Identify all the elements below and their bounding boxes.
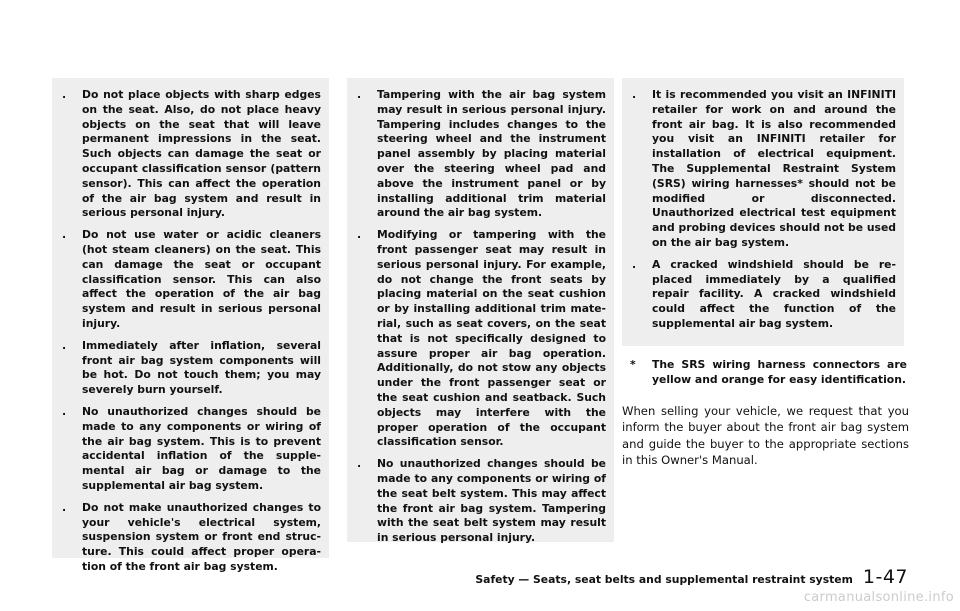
footer-section-title: Safety — Seats, seat belts and supplemental restraint system (475, 573, 853, 586)
list-item: . Do not make unauthorized changes to your vehicle's electrical system, suspension system or front end structure. This could affect proper operation of the front air bag system. (62, 500, 321, 573)
page-number: 1-47 (862, 566, 908, 588)
list-item: . Do not use water or acidic cleaners (hot steam cleaners) on the seat. This can damage the seat or occupant classification sensor. This can also affect the operation of the air bag system and result in serious personal injury. (62, 228, 321, 330)
warning-panel-left (52, 78, 329, 573)
footnote (622, 357, 907, 387)
list-item: . Do not place objects with sharp edges on the seat. Also, do not place heavy objects on the seat that will leave permanent impressions in the seat. Such objects can damage the seat or occupant classification sensor (pattern sensor). This can affect the operation of the air bag system and result in serious personal injury. (62, 88, 321, 220)
warning-panel-right (622, 78, 904, 346)
warning-panel-middle (347, 78, 614, 545)
list-item: . It is recommended you visit an INFINITI retailer for work on and around the front air bag. It is also recommended you visit an INFINITI retailer for installation of electrical equipment. The Supplemental Restraint System (SRS) wiring harnesses* should not be modified or disconnected. Unauthorized electrical test equipment and probing devices should not be used on the air bag system. (632, 88, 896, 249)
footnote-text: The SRS wiring harness connectors are yellow and orange for easy identification. (652, 358, 907, 386)
footnote-mark: * (630, 358, 636, 371)
list-item: . No unauthorized changes should be made to any components or wiring of the seat belt system. This may affect the front air bag system. Tampering with the seat belt system may result in serious personal injury. (357, 457, 606, 545)
list-item: . Modifying or tampering with the front passenger seat may result in serious personal injury. For example, do not change the front seats by placing material on the seat cushion or by installing additional trim material, such as seat covers, on the seat that is not specifically designed to assure proper air bag operation. Additionally, do not stow any objects under the front passenger seat or the seat cushion and seatback. Such objects may interfere with the proper operation of the occupant classification sensor. (357, 228, 606, 449)
warning-list-left (52, 78, 329, 575)
warning-list-right (622, 78, 904, 332)
list-item: . No unauthorized changes should be made to any components or wiring of the air bag system. This is to prevent accidental inflation of the supplemental air bag or damage to the supplemental air bag system. (62, 404, 321, 492)
watermark: carmanualsonline.info (803, 590, 954, 605)
list-item: . Tampering with the air bag system may result in serious personal injury. Tampering includes changes to the steering wheel and the instrument panel assembly by placing material over the steering wheel pad and above the instrument panel or by installing additional trim material around the air bag system. (357, 88, 606, 220)
warning-list-middle (347, 78, 614, 546)
list-item: . Immediately after inflation, several front air bag system components will be hot. Do not touch them; you may severely burn yourself. (62, 338, 321, 397)
closing-paragraph: When selling your vehicle, we request that you inform the buyer about the front air bag system and guide the buyer to the appropriate sections in this Owner's Manual. (622, 404, 909, 468)
list-item: . A cracked windshield should be replaced immediately by a qualified repair facility. A cracked windshield could affect the function of the supplemental air bag system. (632, 257, 896, 330)
page-footer (475, 566, 908, 588)
